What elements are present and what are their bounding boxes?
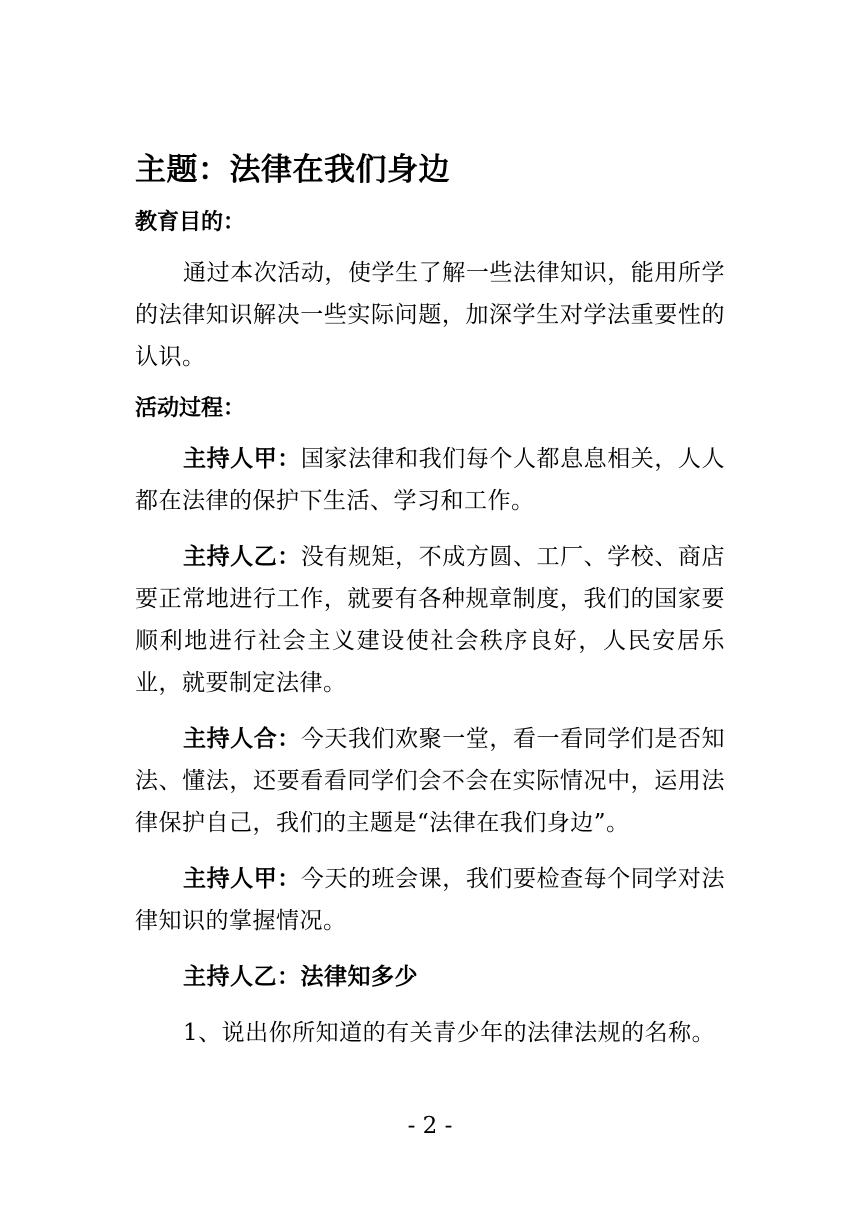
objective-paragraph: 通过本次活动，使学生了解一些法律知识，能用所学的法律知识解决一些实际问题，加深学生对学法重要性的认识。 bbox=[135, 260, 725, 370]
speaker-label: 主持人甲： bbox=[183, 866, 301, 892]
speaker-label: 主持人甲： bbox=[183, 446, 301, 472]
document-body bbox=[135, 148, 725, 1068]
speaker-label: 主持人合： bbox=[183, 726, 301, 752]
speaker-label: 主持人乙： bbox=[183, 544, 301, 570]
quiz-question: 1、说出你所知道的有关青少年的法律法规的名称。 bbox=[183, 1020, 716, 1046]
dialogue-paragraph bbox=[135, 438, 725, 522]
dialogue-text: 没有规矩，不成方圆、工厂、学校、商店要正常地进行工作，就要有各种规章制度，我们的国家要顺利地进行社会主义建设使社会秩序良好，人民安居乐业，就要制定法律。 bbox=[135, 544, 726, 696]
page-number: - 2 - bbox=[407, 1113, 453, 1139]
dialogue-paragraph bbox=[135, 858, 725, 942]
dialogue-text: 国家法律和我们每个人都息息相关，人人都在法律的保护下生活、学习和工作。 bbox=[135, 446, 726, 514]
dialogue-paragraph bbox=[135, 718, 725, 844]
dialogue-text: 今天我们欢聚一堂，看一看同学们是否知法、懂法，还要看看同学们会不会在实际情况中，运用法律保护自己，我们的主题是“法律在我们身边”。 bbox=[135, 726, 726, 836]
process-heading: 活动过程： bbox=[135, 396, 246, 421]
dialogue-paragraph bbox=[135, 536, 725, 704]
quiz-heading: 主持人乙：法律知多少 bbox=[183, 964, 418, 990]
page-title: 主题：法律在我们身边 bbox=[135, 152, 450, 188]
objective-heading: 教育目的： bbox=[135, 210, 246, 235]
dialogue-text: 今天的班会课，我们要检查每个同学对法律知识的掌握情况。 bbox=[135, 866, 726, 934]
